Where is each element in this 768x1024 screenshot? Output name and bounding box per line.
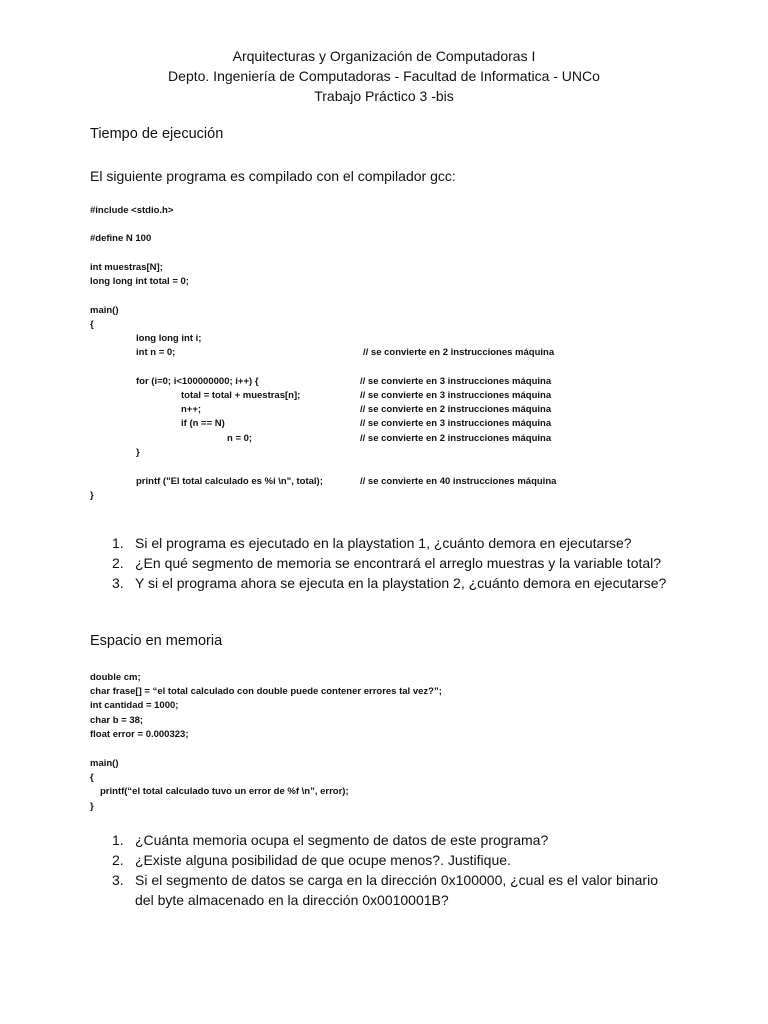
question-text: Si el segmento de datos se carga en la dirección 0x100000, ¿cual es el valor binario del byte almacenado en la dirección 0x0010001B? — [135, 872, 658, 908]
code-comment: // se convierte en 40 instrucciones máquina — [360, 476, 557, 487]
code-line: { — [90, 772, 94, 783]
code-line: main() — [90, 758, 119, 769]
code-line: { — [90, 319, 94, 330]
code-comment: // se convierte en 3 instrucciones máquina — [360, 418, 552, 429]
code-line: #define N 100 — [90, 233, 152, 244]
list-number: 1. — [112, 535, 124, 551]
code-line: printf(“el total calculado tuvo un error de %f \n”, error); — [100, 786, 349, 797]
code-line: n = 0; — [227, 433, 253, 444]
question-text: Si el programa es ejecutado en la playstation 1, ¿cuánto demora en ejecutarse? — [135, 535, 632, 551]
code-line: n++; — [181, 404, 202, 415]
list-item — [112, 573, 732, 593]
list-item — [112, 870, 672, 910]
code-line: #include <stdio.h> — [90, 205, 174, 216]
code-line: float error = 0.000323; — [90, 729, 189, 740]
code-line: long long int i; — [136, 333, 202, 344]
code-line: double cm; — [90, 672, 141, 683]
code-line: if (n == N) — [181, 418, 225, 429]
question-text: ¿Existe alguna posibilidad de que ocupe menos?. Justifique. — [135, 852, 511, 868]
list-item — [112, 830, 672, 850]
code-line: int n = 0; — [136, 347, 176, 358]
code-line: main() — [90, 305, 119, 316]
code-line: for (i=0; i<100000000; i++) { — [136, 376, 259, 387]
code-comment: // se convierte en 2 instrucciones máquina — [360, 404, 552, 415]
header-course: Arquitecturas y Organización de Computadoras I — [232, 48, 536, 64]
code-line: total = total + muestras[n]; — [181, 390, 301, 401]
code-line: int muestras[N]; — [90, 262, 163, 273]
document-header — [0, 46, 768, 106]
code-line: } — [90, 801, 94, 812]
questions-list-2 — [112, 830, 672, 910]
code-comment: // se convierte en 2 instrucciones máquina — [363, 347, 555, 358]
code-comment: // se convierte en 3 instrucciones máquina — [360, 390, 552, 401]
list-number: 2. — [112, 555, 124, 571]
section-title-execution-time: Tiempo de ejecución — [90, 126, 224, 142]
list-number: 3. — [112, 872, 124, 888]
code-line: } — [90, 490, 94, 501]
code-comment: // se convierte en 3 instrucciones máquina — [360, 376, 552, 387]
code-line: int cantidad = 1000; — [90, 700, 179, 711]
questions-list-1 — [112, 533, 732, 593]
code-line: long long int total = 0; — [90, 276, 189, 287]
question-text: ¿En qué segmento de memoria se encontrará el arreglo muestras y la variable total? — [135, 555, 662, 571]
code-line: char b = 38; — [90, 715, 144, 726]
list-item — [112, 850, 672, 870]
list-item — [112, 533, 732, 553]
intro-text: El siguiente programa es compilado con el compilador gcc: — [90, 168, 456, 184]
list-number: 1. — [112, 832, 124, 848]
code-line: char frase[] = “el total calculado con double puede contener errores tal vez?”; — [90, 686, 442, 697]
question-text: ¿Cuánta memoria ocupa el segmento de datos de este programa? — [135, 832, 549, 848]
code-line: } — [136, 447, 140, 458]
code-comment: // se convierte en 2 instrucciones máquina — [360, 433, 552, 444]
header-assignment: Trabajo Práctico 3 -bis — [314, 88, 454, 104]
section-title-memory-space: Espacio en memoria — [90, 633, 223, 649]
list-item — [112, 553, 732, 573]
question-text: Y si el programa ahora se ejecuta en la playstation 2, ¿cuánto demora en ejecutarse? — [135, 575, 667, 591]
list-number: 2. — [112, 852, 124, 868]
code-line: printf ("El total calculado es %i \n", total); — [136, 476, 323, 487]
header-department: Depto. Ingeniería de Computadoras - Facultad de Informatica - UNCo — [168, 68, 600, 84]
list-number: 3. — [112, 575, 124, 591]
